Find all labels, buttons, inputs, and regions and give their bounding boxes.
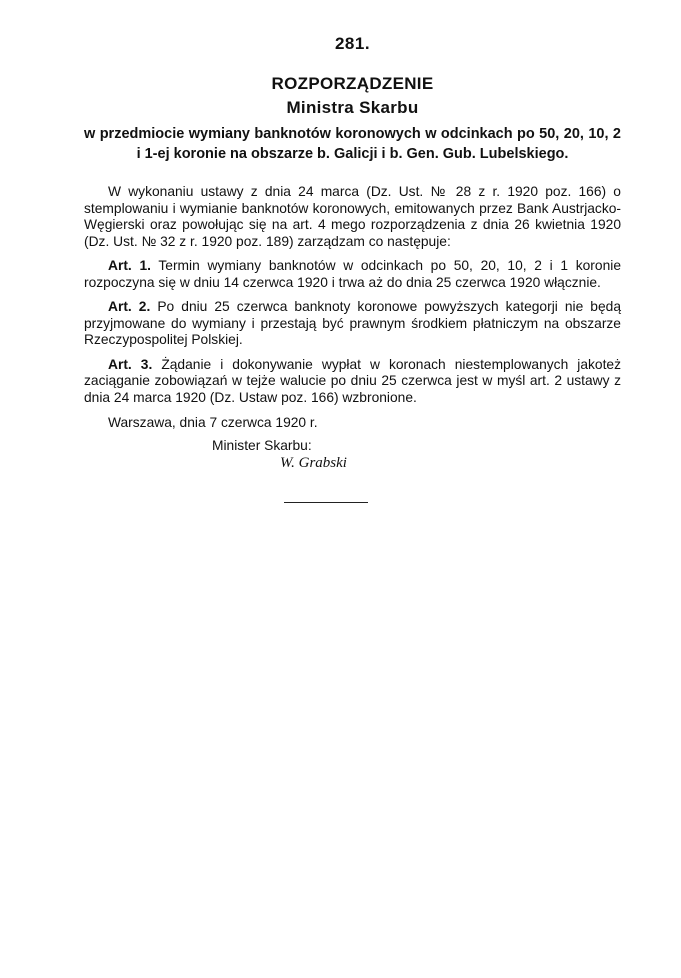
article-1 <box>84 258 621 291</box>
article-3 <box>84 357 621 407</box>
article-2 <box>84 299 621 349</box>
page-number: 281. <box>334 34 371 53</box>
article-2-text: Po dniu 25 czerwca banknoty koronowe powyższych kategorji nie będą przyjmowane do wymiany i przestają być prawnym środkiem płatniczym na obszarze Rzeczypospolitej Polskiej. <box>84 299 622 347</box>
document-subject: w przedmiocie wymiany banknotów koronowych w odcinkach po 50, 20, 10, 2 i 1-ej koronie na obszarze b. Galicji i b. Gen. Gub. Lubelskiego. <box>84 126 621 162</box>
document-page <box>84 30 621 503</box>
document-subtitle: Ministra Skarbu <box>286 98 419 117</box>
article-2-label: Art. 2. <box>108 299 151 314</box>
document-title: ROZPORZĄDZENIE <box>271 74 434 93</box>
article-1-text: Termin wymiany banknotów w odcinkach po 50, 20, 10, 2 i 1 koronie rozpoczyna się w dniu 14 czerwca 1920 i trwa aż do dnia 25 czerwca 1920 włącznie. <box>84 258 621 290</box>
preamble-paragraph: W wykonaniu ustawy z dnia 24 marca (Dz. Ust. № 28 z r. 1920 poz. 166) o stemplowaniu i wymianie banknotów koronowych, emitowanych przez Bank Austrjacko-Węgierski oraz powołując się na art. 4 mego rozporządzenia z dnia 26 kwietnia 1920 (Dz. Ust. № 32 z r. 1920 poz. 189) zarządzam co następuje: <box>84 184 621 249</box>
article-3-text: Żądanie i dokonywanie wypłat w koronach niestemplowanych jakoteż zaciąganie zobowiązań w tejże walucie po dniu 25 czerwca jest w myśl art. 2 ustawy z dnia 24 marca 1920 (Dz. Ustaw poz. 166) wzbronione. <box>84 356 621 405</box>
minister-signature: W. Grabski <box>280 455 347 471</box>
closing-rule <box>284 502 368 503</box>
article-3-label: Art. 3. <box>108 356 153 372</box>
article-1-label: Art. 1. <box>108 258 151 273</box>
date-line: Warszawa, dnia 7 czerwca 1920 r. <box>108 415 318 430</box>
minister-label: Minister Skarbu: <box>212 438 312 453</box>
